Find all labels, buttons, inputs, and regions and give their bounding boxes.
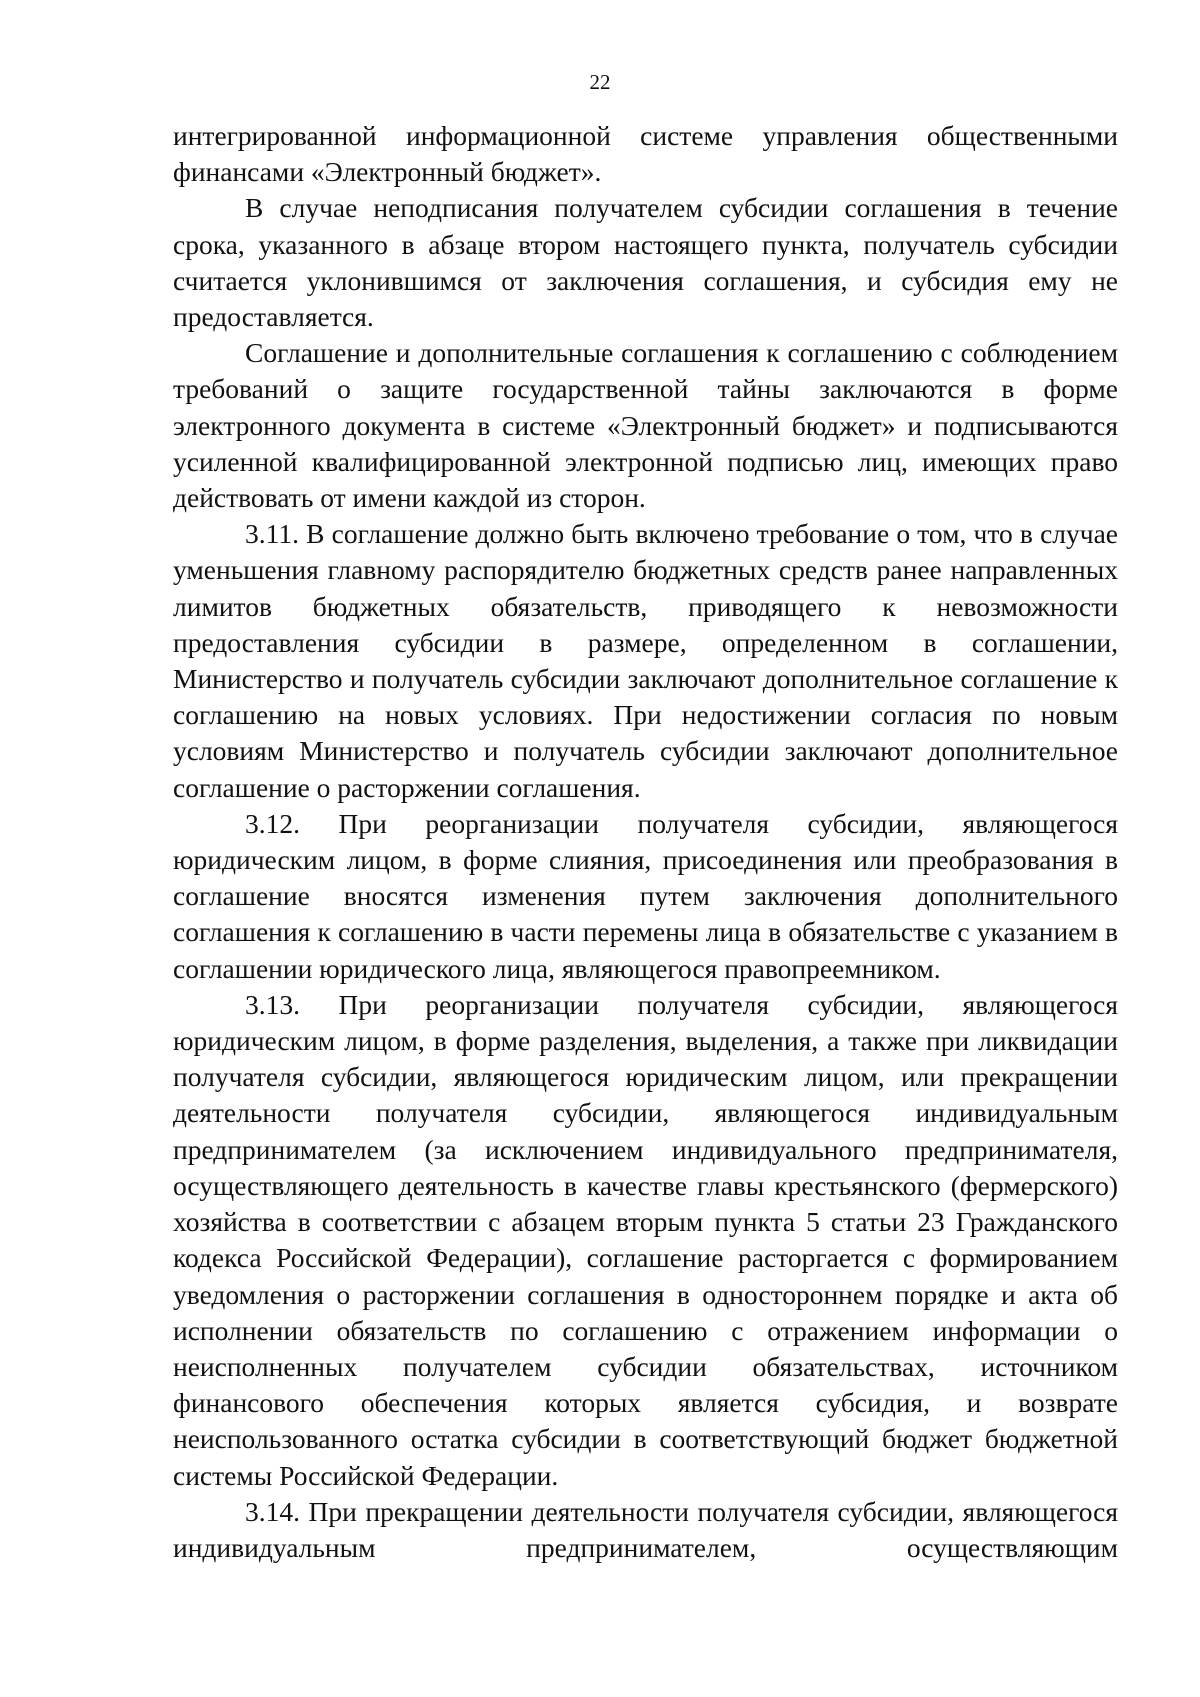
paragraph-3-13: 3.13. При реорганизации получателя субсидии, являющегося юридическим лицом, в форме разделения, выделения, а также при ликвидации получателя субсидии, являющегося юридическим лицом, или прекращении деятельности получателя субсидии, являющегося индивидуальным предпринимателем (за исключением индивидуального предпринимателя, осуществляющего деятельность в качестве главы крестьянского (фермерского) хозяйства в соответствии с абзацем вторым пункта 5 статьи 23 Гражданского кодекса Российской Федерации), соглашение расторгается с формированием уведомления о расторжении соглашения в одностороннем порядке и акта об исполнении обязательств по соглашению с отражением информации о неисполненных получателем субсидии обязательствах, источником финансового обеспечения которых является субсидия, и возврате неиспользованного остатка субсидии в соответствующий бюджет бюджетной системы Российской Федерации. xyxy=(173,988,1118,1491)
paragraph-3-12: 3.12. При реорганизации получателя субсидии, являющегося юридическим лицом, в форме слияния, присоединения или преобразования в соглашение вносятся изменения путем заключения дополнительного соглашения к соглашению в части перемены лица в обязательстве с указанием в соглашении юридического лица, являющегося правопреемником. xyxy=(173,807,1118,984)
paragraph-3-11: 3.11. В соглашение должно быть включено требование о том, что в случае уменьшения главному распорядителю бюджетных средств ранее направленных лимитов бюджетных обязательств, приводящего к невозможности предоставления субсидии в размере, определенном в соглашении, Министерство и получатель субсидии заключают дополнительное соглашение к соглашению на новых условиях. При недостижении согласия по новым условиям Министерство и получатель субсидии заключают дополнительное соглашение о расторжении соглашения. xyxy=(173,518,1118,803)
page-number: 22 xyxy=(589,70,611,94)
paragraph-state-secret-agreement: Соглашение и дополнительные соглашения к соглашению с соблюдением требований о защите государственной тайны заключаются в форме электронного документа в системе «Электронный бюджет» и подписываются усиленной квалифицированной электронной подписью лиц, имеющих право действовать от имени каждой из сторон. xyxy=(173,337,1118,514)
document-body xyxy=(173,118,1118,1566)
paragraph-3-14: 3.14. При прекращении деятельности получателя субсидии, являющегося индивидуальным предпринимателем, осуществляющим xyxy=(173,1495,1118,1563)
paragraph-unsigned-agreement: В случае неподписания получателем субсидии соглашения в течение срока, указанного в абзаце втором настоящего пункта, получатель субсидии считается уклонившимся от заключения соглашения, и субсидия ему не предоставляется. xyxy=(173,192,1118,333)
paragraph-continuation: интегрированной информационной системе управления общественными финансами «Электронный бюджет». xyxy=(173,120,1118,188)
